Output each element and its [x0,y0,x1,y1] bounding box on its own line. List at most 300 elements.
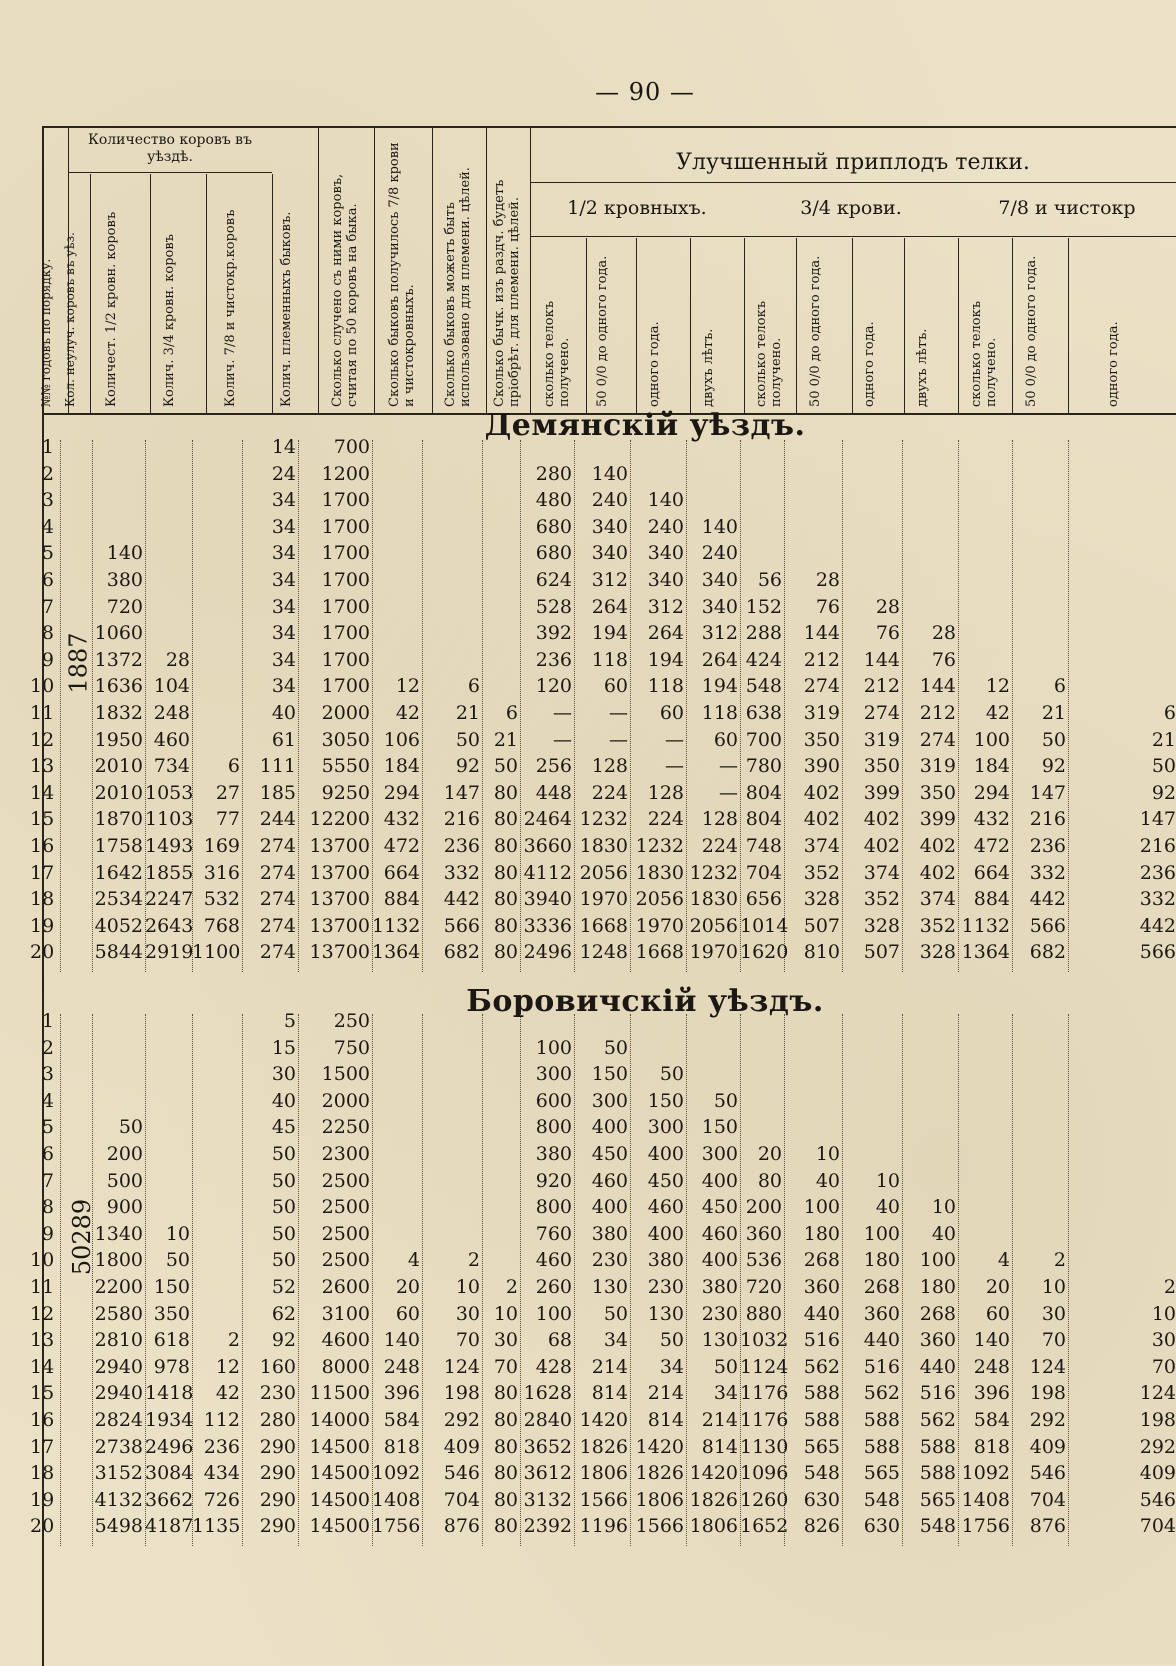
table-cell: 2 [227,1329,240,1352]
table-cell: 1103 [145,808,194,831]
table-cell: 274 [863,702,900,724]
table-cell: 682 [1029,941,1066,964]
table-cell: 50 [271,1222,296,1245]
header-group-rule [530,236,1176,237]
table-cell: 1620 [740,941,789,964]
table-cell: 2250 [321,1116,370,1139]
table-cell: 1652 [740,1515,789,1538]
table-cell: 340 [591,542,628,565]
table-cell: 390 [803,755,840,778]
table-cell: 4 [997,1249,1010,1272]
table-cell: — [719,755,738,778]
table-cell: 28 [165,648,190,671]
table-cell: 546 [1029,1462,1066,1485]
table-cell: 800 [535,1196,572,1219]
row-number: 20 [30,941,55,964]
column-separator [242,440,243,972]
table-cell: — [719,781,738,804]
table-cell: 360 [863,1302,900,1325]
table-cell: 21 [493,728,518,751]
table-cell: 184 [973,755,1010,778]
table-cell: 810 [803,941,840,964]
table-cell: 392 [535,622,572,645]
table-cell: 12200 [309,808,370,831]
table-cell: 800 [535,1116,572,1139]
table-cell: 1970 [579,888,628,911]
table-cell: 566 [1029,914,1066,937]
table-cell: 61 [271,728,296,751]
table-cell: 214 [647,1382,684,1405]
table-cell: 236 [203,1435,240,1458]
table-cell: 128 [701,808,738,831]
table-cell: 100 [973,728,1010,751]
table-cell: 440 [863,1329,900,1352]
table-cell: 1830 [689,888,738,911]
table-cell: 2600 [321,1276,370,1298]
table-cell: 13700 [309,888,370,911]
table-cell: 402 [863,835,900,857]
table-cell: 5 [283,1010,296,1032]
table-cell: 45 [271,1116,296,1139]
table-cell: 42 [985,702,1010,724]
table-cell: 230 [647,1276,684,1298]
table-cell: 1092 [961,1462,1010,1485]
row-number: 8 [41,1196,54,1219]
table-cell: 224 [591,781,628,804]
header-col-col-half: Количест. 1/2 кровн. коровъ [90,174,151,413]
table-cell: 28 [815,569,840,591]
table-cell: 760 [535,1222,572,1245]
table-cell: 2738 [94,1435,143,1458]
table-cell: 214 [701,1409,738,1431]
table-cell: 380 [591,1222,628,1245]
header-col-sub-two: двухъ лѣтъ. [690,238,745,413]
table-cell: 656 [745,888,782,911]
table-cell: 1130 [740,1435,789,1458]
row-number: 11 [30,702,55,724]
row-number: 14 [30,1355,55,1378]
table-cell: 230 [701,1302,738,1325]
table-cell: 396 [383,1382,420,1405]
table-cell: 30 [1151,1329,1176,1352]
table-cell: 1806 [689,1515,738,1538]
table-cell: 50 [165,1249,190,1272]
table-cell: 28 [875,595,900,618]
table-cell: 532 [203,888,240,911]
row-number: 2 [41,1036,54,1059]
table-cell: 402 [919,861,956,884]
table-cell: 360 [745,1222,782,1245]
table-cell: 588 [803,1409,840,1431]
table-cell: 274 [259,914,296,937]
table-cell: 50 [271,1196,296,1219]
table-cell: 3652 [523,1435,572,1458]
row-number: 13 [30,1329,55,1352]
row-number: 18 [30,1462,55,1485]
table-cell: 1700 [321,648,370,671]
table-cell: 1826 [635,1462,684,1485]
table-cell: 150 [647,1089,684,1112]
table-cell: 3050 [321,728,370,751]
table-cell: 14500 [309,1515,370,1538]
table-cell: 250 [333,1010,370,1032]
table-cell: 319 [919,755,956,778]
table-cell: 11500 [309,1382,370,1405]
table-cell: 194 [591,622,628,645]
table-cell: 248 [153,702,190,724]
table-cell: 332 [1029,861,1066,884]
table-cell: 2 [467,1249,480,1272]
table-cell: 100 [535,1036,572,1059]
table-cell: 2919 [145,941,194,964]
table-cell: 4052 [94,914,143,937]
table-cell: 2392 [523,1515,572,1538]
table-cell: 70 [1151,1355,1176,1378]
table-cell: 130 [591,1276,628,1298]
table-cell: 100 [919,1249,956,1272]
table-cell: 3662 [145,1488,194,1511]
header-col-num: №№ годовъ по порядку. [42,128,69,413]
table-cell: 147 [443,781,480,804]
row-number: 2 [41,462,54,485]
table-cell: 62 [271,1302,296,1325]
table-cell: 1135 [192,1515,241,1538]
table-cell: 876 [1029,1515,1066,1538]
table-cell: 700 [745,728,782,751]
table-cell: 200 [745,1196,782,1219]
table-cell: 726 [203,1488,240,1511]
header-col-sub-one: одного года. [636,238,691,413]
table-cell: 120 [535,675,572,698]
table-cell: 500 [106,1169,143,1192]
table-cell: 630 [863,1515,900,1538]
table-cell: 1493 [145,835,194,857]
table-cell: 618 [153,1329,190,1352]
row-number: 4 [41,1089,54,1112]
row-number: 3 [41,1063,54,1086]
header-col-sub-one: одного года. [852,238,905,413]
table-cell: 300 [647,1116,684,1139]
table-cell: 10 [875,1169,900,1192]
table-cell: 198 [443,1382,480,1405]
table-cell: 256 [535,755,572,778]
table-cell: 30 [1041,1302,1066,1325]
table-cell: 1826 [579,1435,628,1458]
header-col-col-bulls-got: Сколько быковъ получилось 7/8 крови и чистокровныхъ. [374,128,433,413]
table-cell: 50 [1041,728,1066,751]
table-cell: 300 [591,1089,628,1112]
table-cell: 2940 [94,1355,143,1378]
table-cell: 34 [271,542,296,565]
table-cell: 1830 [579,835,628,857]
table-cell: 584 [973,1409,1010,1431]
table-cell: 34 [271,622,296,645]
table-cell: 814 [591,1382,628,1405]
table-cell: 2810 [94,1329,143,1352]
table-cell: 3336 [523,914,572,937]
table-cell: 230 [259,1382,296,1405]
table-cell: 2840 [523,1409,572,1431]
table-cell: 566 [1139,941,1176,964]
table-cell: 516 [919,1382,956,1405]
table-cell: 1124 [740,1355,789,1378]
table-cell: 350 [803,728,840,751]
table-cell: 1700 [321,595,370,618]
table-cell: 20 [757,1143,782,1165]
table-cell: 42 [395,702,420,724]
table-cell: 1420 [689,1462,738,1485]
table-cell: 664 [973,861,1010,884]
table-cell: 2464 [523,808,572,831]
table-cell: 264 [701,648,738,671]
table-cell: 1870 [94,808,143,831]
table-cell: 588 [803,1382,840,1405]
table-cell: 104 [153,675,190,698]
table-cell: 118 [647,675,684,698]
table-cell: 1830 [635,861,684,884]
table-cell: 15 [271,1036,296,1059]
table-cell: 14500 [309,1462,370,1485]
table-cell: 704 [1029,1488,1066,1511]
table-cell: 1700 [321,675,370,698]
table-cell: 748 [745,835,782,857]
table-cell: 4 [407,1249,420,1272]
table-cell: 588 [863,1409,900,1431]
header-col-sub-fifty: 50 0/0 до одного года. [796,238,853,413]
header-col-col-three-quarter: Колич. 3/4 кровн. коровъ [150,174,207,413]
table-cell: 734 [153,755,190,778]
table-cell: 40 [271,702,296,724]
table-cell: 1934 [145,1409,194,1431]
table-cell: 130 [701,1329,738,1352]
table-cell: 198 [1139,1409,1176,1431]
table-cell: 1200 [321,462,370,485]
table-cell: 374 [919,888,956,911]
table-cell: 60 [603,675,628,698]
table-cell: 566 [443,914,480,937]
table-cell: 2824 [94,1409,143,1431]
table-cell: 1100 [192,941,241,964]
header-col-sub-received: сколько телокъ получено. [530,238,587,413]
table-cell: 100 [535,1302,572,1325]
table-cell: 274 [803,675,840,698]
column-separator [1068,1014,1069,1546]
header-col-col-bulls-bought: Сколько бычк. изъ раздч. будетъ пріобрѣт. для племени. цѣлей. [486,128,531,413]
table-cell: 52 [271,1276,296,1298]
table-cell: 294 [383,781,420,804]
table-cell: 290 [259,1515,296,1538]
table-cell: 1232 [689,861,738,884]
table-cell: 216 [1139,835,1176,857]
table-cell: 50 [271,1169,296,1192]
table-cell: 80 [493,1382,518,1405]
table-top-rule [42,126,1176,128]
row-number: 4 [41,515,54,538]
table-cell: 399 [919,808,956,831]
table-cell: 818 [383,1435,420,1458]
table-cell: 2056 [689,914,738,937]
table-cell: 268 [803,1249,840,1272]
table-cell: 340 [647,542,684,565]
table-cell: 332 [443,861,480,884]
table-cell: 150 [153,1276,190,1298]
table-cell: 30 [493,1329,518,1352]
table-cell: 80 [493,781,518,804]
header-group-three-quarter: 3/4 крови. [800,197,902,219]
header-col-col-cases: Сколько случено съ ними коровъ, считая по 50 коровъ на быка. [318,128,375,413]
table-cell: 268 [919,1302,956,1325]
column-separator [60,1014,61,1546]
table-cell: 27 [215,781,240,804]
table-cell: 680 [535,515,572,538]
table-cell: 2500 [321,1222,370,1245]
table-cell: 21 [455,702,480,724]
table-cell: — [553,728,572,751]
table-cell: 546 [443,1462,480,1485]
table-cell: 2500 [321,1169,370,1192]
table-cell: 290 [259,1488,296,1511]
table-cell: 34 [603,1329,628,1352]
table-cell: 1372 [94,648,143,671]
table-cell: 14500 [309,1488,370,1511]
table-cell: 12 [395,675,420,698]
table-cell: 1700 [321,622,370,645]
row-number: 12 [30,1302,55,1325]
table-cell: 280 [259,1409,296,1431]
table-cell: 92 [1041,755,1066,778]
table-cell: 240 [647,515,684,538]
table-cell: 704 [443,1488,480,1511]
table-cell: 2496 [145,1435,194,1458]
table-cell: 432 [383,808,420,831]
table-cell: 442 [1029,888,1066,911]
row-number: 3 [41,489,54,512]
table-cell: 9250 [321,781,370,804]
table-cell: 396 [973,1382,1010,1405]
table-cell: 1420 [579,1409,628,1431]
table-cell: 1092 [372,1462,421,1485]
column-separator [298,440,299,972]
table-cell: 920 [535,1169,572,1192]
table-cell: 380 [106,569,143,591]
table-cell: 1950 [94,728,143,751]
table-cell: 876 [443,1515,480,1538]
row-number: 9 [41,648,54,671]
row-number: 17 [30,861,55,884]
table-cell: 565 [803,1435,840,1458]
table-cell: 42 [215,1382,240,1405]
table-cell: 240 [591,489,628,512]
row-number: 9 [41,1222,54,1245]
table-cell: 472 [973,835,1010,857]
table-cell: 804 [745,808,782,831]
table-cell: 80 [493,888,518,911]
table-cell: — [553,702,572,724]
table-cell: 428 [535,1355,572,1378]
table-cell: 340 [701,595,738,618]
table-cell: 13700 [309,941,370,964]
table-cell: 10 [1151,1302,1176,1325]
table-cell: 60 [659,702,684,724]
table-cell: 536 [745,1249,782,1272]
table-cell: 450 [591,1143,628,1165]
header-col-col-seven-eighths: Колич. 7/8 и чистокр.коровъ [206,174,273,413]
table-cell: 402 [863,808,900,831]
table-cell: 2580 [94,1302,143,1325]
row-number: 19 [30,914,55,937]
table-cell: 200 [106,1143,143,1165]
table-cell: 13700 [309,914,370,937]
table-cell: 14000 [309,1409,370,1431]
table-cell: 2010 [94,781,143,804]
table-cell: 290 [259,1462,296,1485]
table-cell: 1668 [579,914,628,937]
table-cell: 460 [701,1222,738,1245]
table-cell: 316 [203,861,240,884]
table-cell: 402 [803,808,840,831]
table-cell: 516 [863,1355,900,1378]
table-cell: 340 [591,515,628,538]
table-cell: 720 [745,1276,782,1298]
table-cell: 140 [701,515,738,538]
table-cell: 1060 [94,622,143,645]
column-separator [1068,440,1069,972]
table-cell: 442 [1139,914,1176,937]
table-cell: 400 [701,1169,738,1192]
table-cell: 1756 [961,1515,1010,1538]
table-cell: 2 [1163,1276,1176,1298]
table-cell: 600 [535,1089,572,1112]
table-cell: 400 [591,1196,628,1219]
table-cell: 6 [467,675,480,698]
table-cell: 588 [919,1462,956,1485]
table-cell: 224 [701,835,738,857]
table-cell: 50 [455,728,480,751]
table-cell: 100 [803,1196,840,1219]
table-cell: 1418 [145,1382,194,1405]
column-separator [520,1014,521,1546]
table-cell: 528 [535,595,572,618]
table-cell: 750 [333,1036,370,1059]
row-number: 10 [30,1249,55,1272]
table-cell: 768 [203,914,240,937]
table-cell: 1176 [740,1409,789,1431]
table-cell: 546 [1139,1488,1176,1511]
table-cell: 380 [535,1143,572,1165]
table-cell: 14500 [309,1435,370,1458]
row-number: 15 [30,1382,55,1405]
table-cell: 3612 [523,1462,572,1485]
page-number: — 90 — [595,78,695,106]
table-cell: 150 [701,1116,738,1139]
table-cell: 1970 [689,941,738,964]
table-cell: 4187 [145,1515,194,1538]
table-cell: 319 [803,702,840,724]
table-cell: 50 [271,1143,296,1165]
table-cell: 638 [745,702,782,724]
table-cell: 1248 [579,941,628,964]
table-cell: 548 [863,1488,900,1511]
table-cell: 6 [1053,675,1066,698]
table-cell: 34 [271,569,296,591]
row-number: 7 [41,1169,54,1192]
table-cell: 80 [493,1409,518,1431]
table-cell: 1855 [145,861,194,884]
table-cell: 624 [535,569,572,591]
table-cell: 92 [1151,781,1176,804]
header-col-sub-fifty: 50 0/0 до одного года. [586,238,637,413]
table-cell: 804 [745,781,782,804]
